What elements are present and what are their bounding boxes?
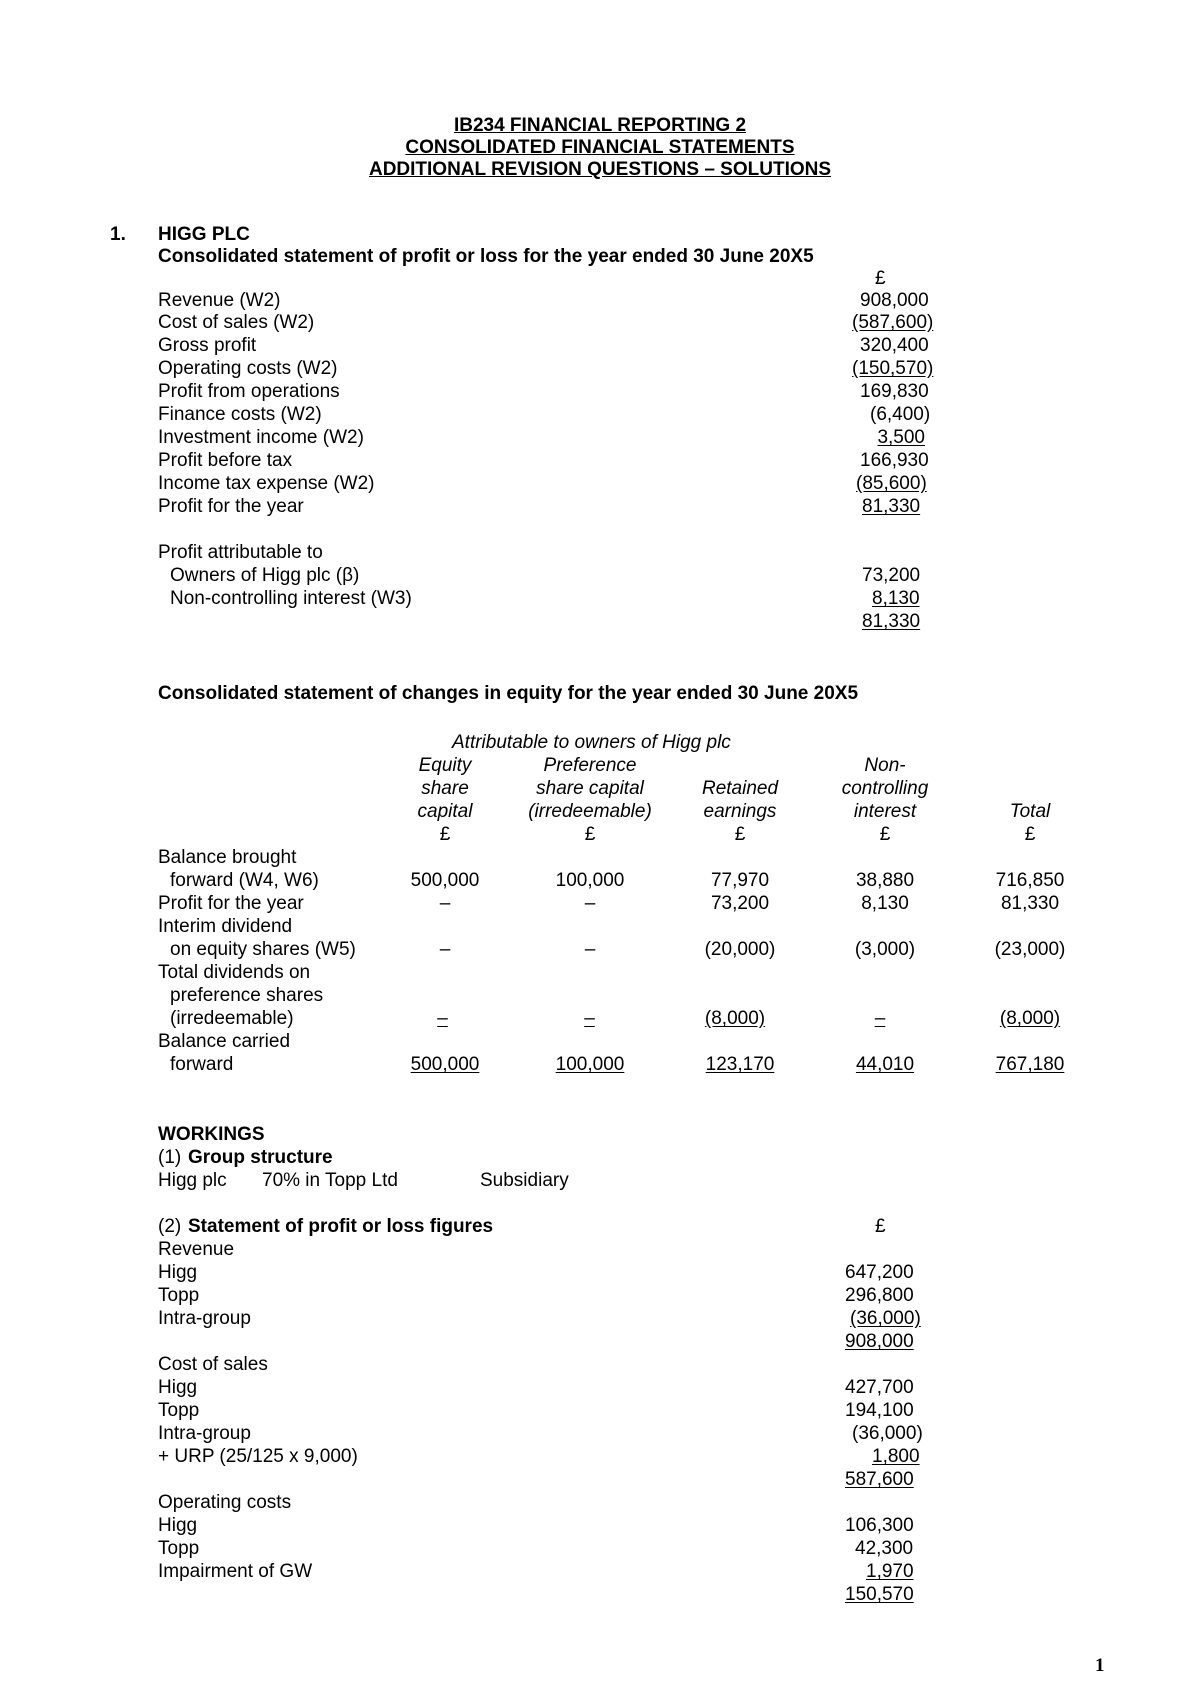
- group-status: Subsidiary: [480, 1170, 569, 1191]
- pl-row-label: Cost of sales (W2): [158, 312, 315, 333]
- pl-row-value: 166,930: [860, 450, 929, 471]
- soce-col-header: share capital: [536, 778, 644, 799]
- doc-title-line-3: ADDITIONAL REVISION QUESTIONS – SOLUTIONS: [368, 159, 832, 180]
- pl-row-label: Gross profit: [158, 335, 257, 356]
- soce-heading: Consolidated statement of changes in equity for the year ended 30 June 20X5: [158, 683, 859, 704]
- doc-title-line-1: IB234 FINANCIAL REPORTING 2: [453, 115, 747, 136]
- soce-cell: (20,000): [704, 939, 776, 960]
- soce-col-header: capital: [417, 801, 473, 822]
- pl-row-label: Income tax expense (W2): [158, 473, 375, 494]
- soce-row-label: on equity shares (W5): [170, 939, 356, 960]
- soce-row-label: forward: [170, 1054, 234, 1075]
- soce-group-header: Attributable to owners of Higg plc: [452, 732, 731, 753]
- working-2-number: (2): [158, 1216, 182, 1237]
- attrib-row-value: 8,130: [872, 588, 920, 609]
- soce-col-header: Non-: [864, 755, 906, 776]
- working-section-total: 587,600: [845, 1469, 914, 1490]
- pl-row-value: 169,830: [860, 381, 929, 402]
- soce-cell: 77,970: [710, 870, 770, 891]
- working-row-value: 1,800: [872, 1446, 920, 1467]
- soce-cell: 44,010: [855, 1054, 915, 1075]
- soce-col-currency: £: [734, 824, 746, 845]
- soce-cell: –: [874, 1008, 886, 1029]
- working-1-title: Group structure: [188, 1147, 333, 1168]
- soce-row-label: preference shares: [170, 985, 324, 1006]
- working-row-value: 106,300: [845, 1515, 914, 1536]
- working-row-label: Intra-group: [158, 1308, 251, 1329]
- soce-cell: (8,000): [704, 1008, 766, 1029]
- pl-row-label: Operating costs (W2): [158, 358, 338, 379]
- page-number: 1: [1095, 1655, 1105, 1676]
- group-holding: 70% in Topp Ltd: [262, 1170, 398, 1191]
- pl-row-label: Profit for the year: [158, 496, 304, 517]
- company-heading: HIGG PLC: [158, 224, 250, 245]
- soce-cell: 100,000: [555, 1054, 625, 1075]
- soce-cell: 38,880: [855, 870, 915, 891]
- working-section-heading: Revenue: [158, 1239, 235, 1260]
- working-row-value: 296,800: [845, 1285, 914, 1306]
- pl-row-value: 3,500: [877, 427, 925, 448]
- pl-row-value: (6,400): [870, 404, 931, 425]
- soce-row-label: Total dividends on: [158, 962, 311, 983]
- soce-col-currency: £: [879, 824, 891, 845]
- soce-col-header: Retained: [701, 778, 779, 799]
- soce-row-label: Balance carried: [158, 1031, 291, 1052]
- attrib-row-label: Owners of Higg plc (β): [170, 565, 360, 586]
- working-1-number: (1): [158, 1147, 182, 1168]
- working-row-label: Intra-group: [158, 1423, 251, 1444]
- soce-col-header: (irredeemable): [528, 801, 652, 822]
- pl-row-label: Finance costs (W2): [158, 404, 322, 425]
- soce-col-header: share: [421, 778, 469, 799]
- pl-row-value: 320,400: [860, 335, 929, 356]
- pl-row-value: (150,570): [852, 358, 934, 379]
- soce-cell: 81,330: [1000, 893, 1060, 914]
- soce-cell: –: [584, 893, 596, 914]
- working-row-value: (36,000): [852, 1423, 923, 1444]
- pl-row-label: Profit before tax: [158, 450, 293, 471]
- doc-title-line-2: CONSOLIDATED FINANCIAL STATEMENTS: [405, 137, 795, 158]
- working-row-value: (36,000): [850, 1308, 921, 1329]
- soce-col-currency: £: [439, 824, 451, 845]
- pl-heading: Consolidated statement of profit or loss for the year ended 30 June 20X5: [158, 246, 814, 267]
- soce-cell: –: [439, 893, 451, 914]
- soce-row-label: Interim dividend: [158, 916, 293, 937]
- pl-row-label: Profit from operations: [158, 381, 340, 402]
- soce-cell: 123,170: [705, 1054, 775, 1075]
- soce-row-label: Profit for the year: [158, 893, 304, 914]
- soce-cell: (3,000): [854, 939, 916, 960]
- working-section-heading: Operating costs: [158, 1492, 292, 1513]
- working-row-label: Impairment of GW: [158, 1561, 313, 1582]
- question-number: 1.: [110, 224, 126, 245]
- working-row-label: Higg: [158, 1515, 198, 1536]
- working-row-value: 194,100: [845, 1400, 914, 1421]
- soce-row-label: Balance brought: [158, 847, 297, 868]
- working-row-label: Higg: [158, 1377, 198, 1398]
- attrib-row-value: 73,200: [862, 565, 921, 586]
- soce-col-header: Total: [1009, 801, 1051, 822]
- working-row-value: 42,300: [855, 1538, 914, 1559]
- soce-cell: 716,850: [995, 870, 1065, 891]
- soce-cell: 500,000: [410, 1054, 480, 1075]
- working-row-label: Topp: [158, 1400, 200, 1421]
- working-row-value: 647,200: [845, 1262, 914, 1283]
- attrib-total: 81,330: [862, 611, 921, 632]
- workings-heading: WORKINGS: [158, 1124, 265, 1145]
- soce-cell: –: [584, 1008, 595, 1029]
- soce-row-label: forward (W4, W6): [170, 870, 319, 891]
- working-section-total: 908,000: [845, 1331, 914, 1352]
- soce-col-currency: £: [1024, 824, 1036, 845]
- soce-cell: –: [584, 939, 596, 960]
- group-parent: Higg plc: [158, 1170, 227, 1191]
- attrib-heading: Profit attributable to: [158, 542, 323, 563]
- soce-cell: –: [439, 939, 451, 960]
- soce-cell: 8,130: [861, 893, 909, 914]
- soce-cell: (8,000): [999, 1008, 1061, 1029]
- soce-cell: 73,200: [710, 893, 770, 914]
- soce-cell: (23,000): [994, 939, 1066, 960]
- pl-row-value: 908,000: [860, 290, 929, 311]
- pl-row-value: 81,330: [862, 496, 921, 517]
- working-2-title: Statement of profit or loss figures: [188, 1216, 494, 1237]
- working-section-heading: Cost of sales: [158, 1354, 268, 1375]
- soce-col-header: controlling: [841, 778, 929, 799]
- soce-col-header: Equity: [418, 755, 472, 776]
- soce-cell: 500,000: [410, 870, 480, 891]
- soce-cell: 767,180: [995, 1054, 1065, 1075]
- pl-row-value: (85,600): [856, 473, 927, 494]
- soce-col-header: earnings: [703, 801, 777, 822]
- working-row-label: Topp: [158, 1285, 200, 1306]
- soce-col-header: Preference: [543, 755, 637, 776]
- working-row-value: 1,970: [866, 1561, 914, 1582]
- pl-row-label: Investment income (W2): [158, 427, 364, 448]
- working-row-label: Higg: [158, 1262, 198, 1283]
- soce-col-header: interest: [853, 801, 917, 822]
- soce-col-currency: £: [584, 824, 596, 845]
- soce-row-label: (irredeemable): [170, 1008, 294, 1029]
- pl-row-value: (587,600): [852, 312, 934, 333]
- pl-row-label: Revenue (W2): [158, 290, 281, 311]
- attrib-row-label: Non-controlling interest (W3): [170, 588, 412, 609]
- working-row-label: Topp: [158, 1538, 200, 1559]
- working-2-currency: £: [875, 1216, 886, 1237]
- working-row-value: 427,700: [845, 1377, 914, 1398]
- working-section-total: 150,570: [845, 1584, 914, 1605]
- soce-cell: 100,000: [555, 870, 625, 891]
- soce-cell: –: [437, 1008, 448, 1029]
- working-row-label: + URP (25/125 x 9,000): [158, 1446, 358, 1467]
- pl-currency: £: [875, 268, 886, 289]
